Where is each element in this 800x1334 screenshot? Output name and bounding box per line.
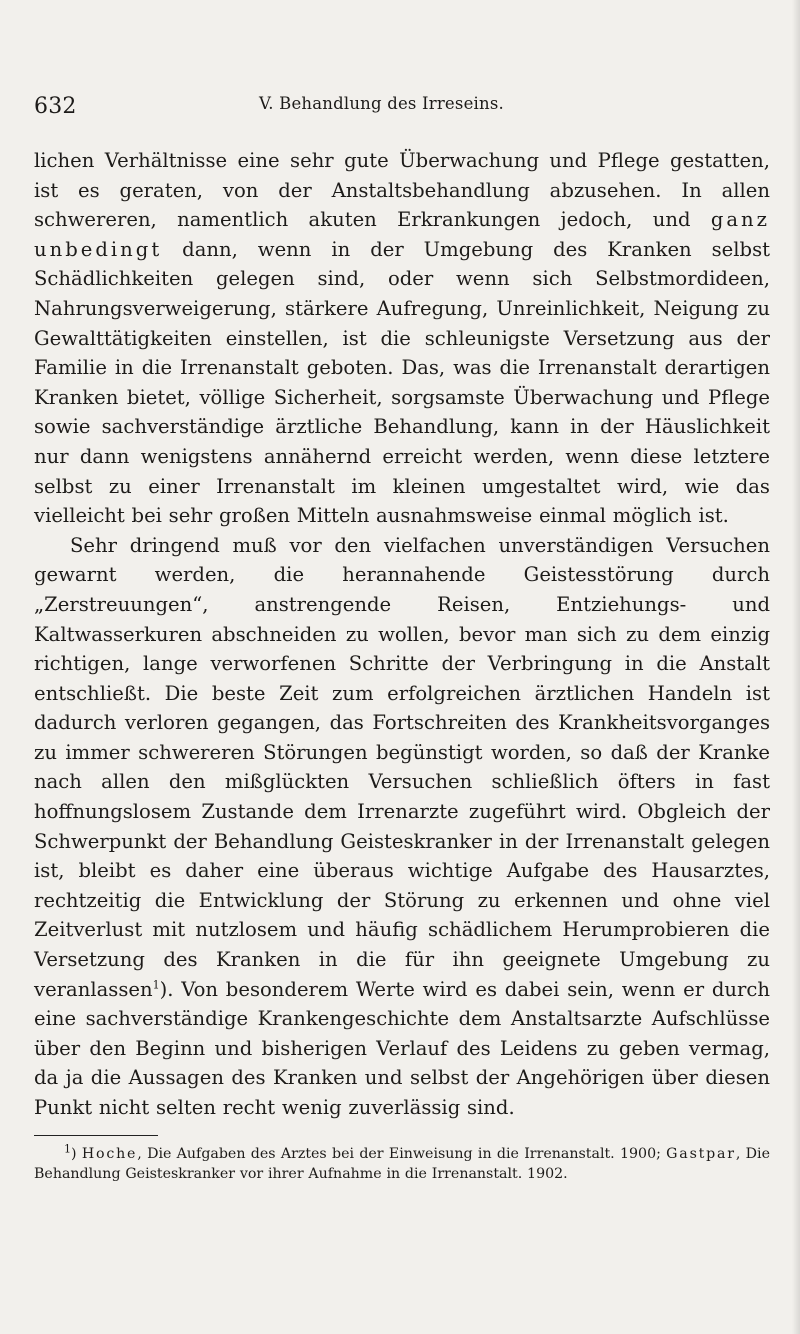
paragraph-1 — [34, 146, 770, 531]
footnote-citation-1: , Die Aufgaben des Arztes bei der Einweisung in die Irrenanstalt. 1900; — [137, 1145, 667, 1162]
footnote — [34, 1141, 770, 1185]
paragraph-1-text-a: lichen Verhältnisse eine sehr gute Überwachung und Pflege gestatten, ist es geraten, von der Anstaltsbehandlung abzusehen. In allen schwereren, namentlich akuten Erkrankungen jedoch, und — [34, 149, 770, 232]
footnote-divider — [34, 1135, 158, 1136]
emphasized-phrase: ganz unbedingt — [34, 208, 770, 261]
running-head — [34, 84, 770, 124]
running-title: V. Behandlung des Irreseins. — [259, 94, 504, 113]
paragraph-2-text-b: ). Von besonderem Werte wird es dabei sein, wenn er durch eine sachverständige Krankengeschichte dem Anstaltsarzte Aufschlüsse über den Beginn und bisherigen Verlauf des Leidens zu geben vermag, da ja die Aussagen des Kranken und selbst der Angehörigen über diesen Punkt nicht selten recht wenig zuverlässig sind. — [34, 977, 770, 1119]
paragraph-1-text-b: dann, wenn in der Umgebung des Kranken selbst Schädlichkeiten gelegen sind, oder wenn sich Selbstmordideen, Nahrungsverweigerung, stärkere Aufregung, Unreinlichkeit, Neigung zu Gewalttätigkeiten einstellen, ist die schleunigste Versetzung aus der Familie in die Irrenanstalt geboten. Das, was die Irrenanstalt derartigen Kranken bietet, völlige Sicherheit, sorgsamste Überwachung und Pflege sowie sachverständige ärztliche Behandlung, kann in der Häuslichkeit nur dann wenigstens annähernd erreicht werden, wenn diese letztere selbst zu einer Irrenanstalt im kleinen umgestaltet wird, wie das vielleicht bei sehr großen Mitteln ausnahmsweise einmal möglich ist. — [34, 237, 770, 528]
paragraph-2-text-a: Sehr dringend muß vor den vielfachen unverständigen Versuchen gewarnt werden, die herannahende Geistesstörung durch „Zerstreuungen“, anstrengende Reisen, Entziehungs- und Kaltwasserkuren abschneiden zu wollen, bevor man sich zu dem einzig richtigen, lange verworfenen Schritte der Verbringung in die Anstalt entschließt. Die beste Zeit zum erfolgreichen ärztlichen Handeln ist dadurch verloren gegangen, das Fortschreiten des Krankheitsvorganges zu immer schwereren Störungen begünstigt worden, so daß der Kranke nach allen den mißglückten Versuchen schließlich öfters in fast hoffnungslosem Zustande dem Irrenarzte zugeführt wird. Obgleich der Schwerpunkt der Behandlung Geisteskranker in der Irrenanstalt gelegen ist, bleibt es daher eine überaus wichtige Aufgabe des Hausarztes, rechtzeitig die Entwicklung der Störung zu erkennen und ohne viel Zeitverlust mit nutzlosem und häufig schädlichem Herumprobieren die Versetzung des Kranken in die für ihn geeignete Umgebung zu veranlassen — [34, 533, 770, 1001]
main-text — [34, 146, 770, 1123]
footnote-citation-2: , Die Behandlung Geisteskranker vor ihrer Aufnahme in die Irrenanstalt. 1902. — [34, 1145, 770, 1183]
footnote-marker-close: ) — [71, 1145, 77, 1162]
footnote-author-gastpar: Gastpar — [666, 1145, 736, 1162]
footnote-author-hoche: Hoche — [81, 1145, 138, 1162]
footnote-reference: 1 — [152, 978, 160, 992]
footnote-marker: 1 — [64, 1141, 71, 1155]
page-edge-shadow — [792, 0, 800, 1334]
paragraph-2 — [34, 531, 770, 1123]
page-number: 632 — [34, 94, 77, 119]
